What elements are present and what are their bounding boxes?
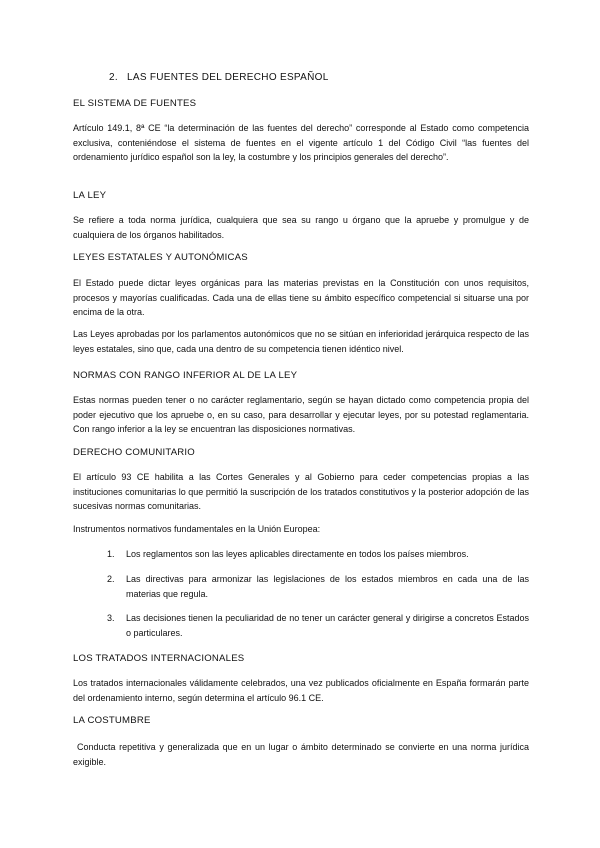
heading-leyes-estatales: LEYES ESTATALES Y AUTONÓMICAS	[73, 252, 248, 263]
heading-derecho-comunitario: DERECHO COMUNITARIO	[73, 447, 195, 458]
title-text: LAS FUENTES DEL DERECHO ESPAÑOL	[127, 72, 329, 83]
paragraph-leyes-estatales-2: Las Leyes aprobadas por los parlamentos autonómicos que no se sitúan en inferioridad jerárquica respecto de las leyes estatales, sino que, cada una dentro de su competencia tienen idéntico nivel.	[73, 329, 529, 354]
list-item-text: Las decisiones tienen la peculiaridad de no tener un carácter general y dirigirse a concretos Estados o particulares.	[126, 613, 529, 638]
list-item-number: 2.	[107, 574, 115, 584]
heading-la-costumbre: LA COSTUMBRE	[73, 715, 151, 726]
list-item	[107, 611, 529, 640]
paragraph-costumbre: Conducta repetitiva y generalizada que en un lugar o ámbito determinado se convierte en una norma jurídica exigible.	[73, 742, 529, 767]
paragraph-tratados: Los tratados internacionales válidamente celebrados, una vez publicados oficialmente en España formarán parte del ordenamiento interno, según determina el artículo 96.1 CE.	[73, 678, 529, 703]
heading-la-ley: LA LEY	[73, 190, 107, 201]
page-title	[109, 72, 329, 83]
heading-normas-rango-inferior: NORMAS CON RANGO INFERIOR AL DE LA LEY	[73, 370, 298, 381]
title-number: 2.	[109, 72, 118, 83]
list-item-number: 3.	[107, 613, 115, 623]
paragraph-derecho-comunitario: El artículo 93 CE habilita a las Cortes Generales y al Gobierno para ceder competencias propias a las instituciones comunitarias lo que permitió la suscripción de los tratados constitutivos y la posterior adopción de las sucesivas normas comunitarias.	[73, 472, 529, 512]
paragraph-ley: Se refiere a toda norma jurídica, cualquiera que sea su rango u órgano que la apruebe y promulgue y de cualquiera de los órganos habilitados.	[73, 215, 529, 240]
list-item	[107, 572, 529, 601]
heading-sistema-de-fuentes: EL SISTEMA DE FUENTES	[73, 98, 197, 109]
paragraph-instrumentos: Instrumentos normativos fundamentales en la Unión Europea:	[73, 524, 321, 534]
list-item-text: Las directivas para armonizar las legislaciones de los estados miembros en cada una de las materias que regula.	[126, 574, 529, 599]
list-item-number: 1.	[107, 549, 115, 559]
paragraph-normas-rango: Estas normas pueden tener o no carácter reglamentario, según se hayan dictado como competencia propia del poder ejecutivo que los apruebe o, en su caso, para desarrollar y ejecutar leyes, por su potestad reglamentaria. Con rango inferior a la ley se encuentran las disposiciones normativas.	[73, 395, 529, 435]
list-item-text: Los reglamentos son las leyes aplicables directamente en todos los países miembros.	[126, 549, 469, 559]
paragraph-sistema: Artículo 149.1, 8ª CE “la determinación de las fuentes del derecho” corresponde al Estado como competencia exclusiva, conteniéndose el sistema de fuentes en el vigente artículo 1 del Código Civil “las fuentes del ordenamiento jurídico español son la ley, la costumbre y los principios generales del derecho”.	[73, 123, 529, 163]
paragraph-leyes-estatales-1: El Estado puede dictar leyes orgánicas para las materias previstas en la Constitución con unos requisitos, procesos y mayorías cualificadas. Cada una de ellas tiene su ámbito específico competencial si situarse una por encima de la otra.	[73, 278, 529, 318]
heading-tratados-internacionales: LOS TRATADOS INTERNACIONALES	[73, 653, 245, 664]
list-item	[107, 547, 529, 562]
